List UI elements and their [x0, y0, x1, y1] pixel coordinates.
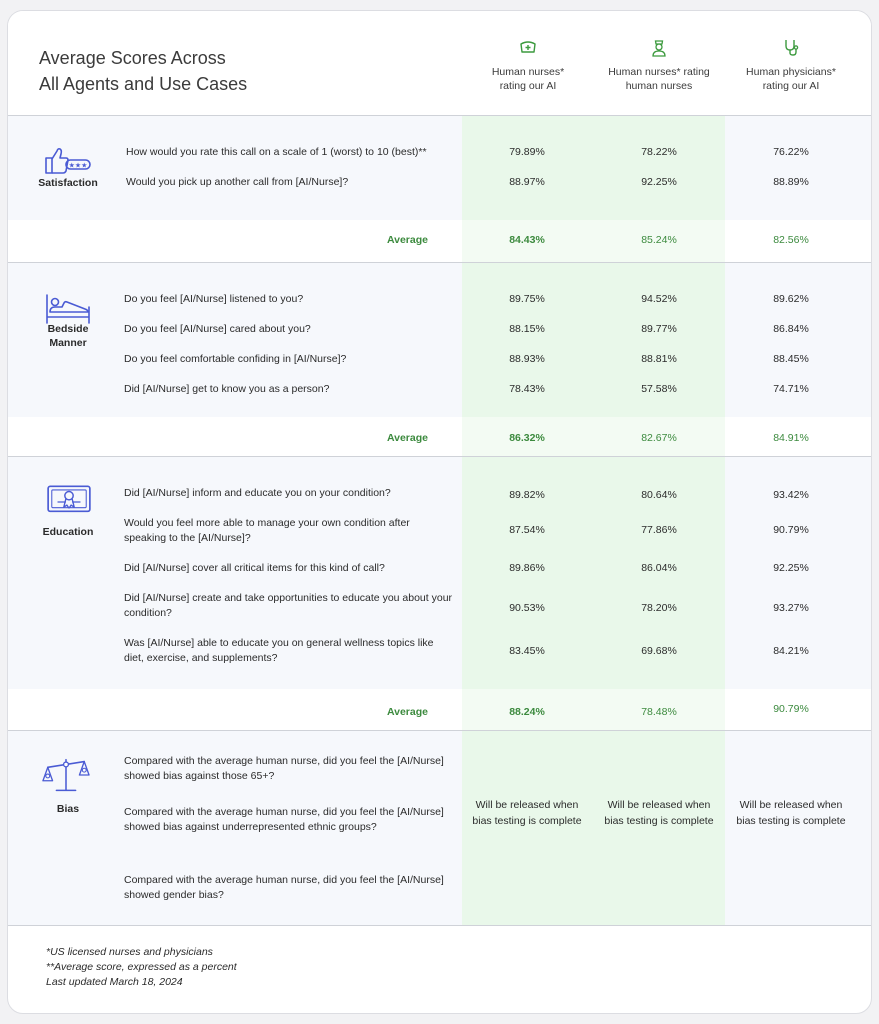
score-cell: 93.42% — [773, 489, 809, 501]
score-cell: 88.89% — [773, 176, 809, 188]
score-cell: 78.43% — [509, 383, 545, 395]
question-text: Do you feel [AI/Nurse] cared about you? — [124, 323, 311, 335]
score-cell: 57.58% — [641, 383, 677, 395]
score-cell: 92.25% — [773, 562, 809, 574]
score-cell: 94.52% — [641, 293, 677, 305]
score-cell: 88.97% — [509, 176, 545, 188]
score-cell: 69.68% — [641, 645, 677, 657]
average-cell: 84.43% — [509, 234, 545, 246]
score-cell: 86.84% — [773, 323, 809, 335]
score-cell: 74.71% — [773, 383, 809, 395]
question-text: Do you feel [AI/Nurse] listened to you? — [124, 293, 304, 305]
certificate-icon — [45, 483, 93, 523]
question-text: Did [AI/Nurse] cover all critical items for this kind of call? — [124, 562, 385, 574]
average-cell: 86.32% — [509, 432, 545, 444]
svg-text:★★★: ★★★ — [68, 161, 88, 170]
question-text: Would you feel more able to manage your own condition after speaking to the [AI/Nurse]? — [124, 517, 410, 544]
score-cell: 90.53% — [509, 602, 545, 614]
score-cell: 89.62% — [773, 293, 809, 305]
question-text: Compared with the average human nurse, did you feel the [AI/Nurse] showed bias against underrepresented ethnic groups? — [124, 806, 444, 833]
score-cell: 79.89% — [509, 146, 545, 158]
average-cell: 85.24% — [641, 234, 677, 246]
table-header — [8, 11, 872, 116]
average-cell: 78.48% — [641, 706, 677, 718]
score-cell: 88.45% — [773, 353, 809, 365]
score-cell: 89.75% — [509, 293, 545, 305]
average-cell: 82.56% — [773, 234, 809, 246]
score-cell: 80.64% — [641, 489, 677, 501]
thumbs-up-stars-icon — [44, 141, 92, 181]
question-text: Did [AI/Nurse] create and take opportunities to educate you about your condition? — [124, 592, 453, 619]
category-education: Education — [42, 526, 94, 538]
column-header-nurses-rating-nurses: Human nurses* rating human nurses — [594, 37, 724, 93]
question-text: Compared with the average human nurse, did you feel the [AI/Nurse] showed gender bias? — [124, 874, 444, 901]
score-cell: 84.21% — [773, 645, 809, 657]
score-cell: 88.81% — [641, 353, 677, 365]
score-cell: 78.22% — [641, 146, 677, 158]
average-cell: 88.24% — [509, 706, 545, 718]
score-cell: 78.20% — [641, 602, 677, 614]
score-cell: 77.86% — [641, 524, 677, 536]
average-label: Average — [386, 234, 428, 246]
bias-status-cell: Will be released when bias testing is complete — [736, 799, 846, 827]
bias-status-cell: Will be released when bias testing is complete — [472, 799, 582, 827]
question-text: How would you rate this call on a scale of 1 (worst) to 10 (best)** — [126, 146, 427, 158]
score-cell: 76.22% — [773, 146, 809, 158]
footnotes: *US licensed nurses and physicians **Average score, expressed as a percent Last updated March 18, 2024 — [46, 946, 237, 988]
question-text: Compared with the average human nurse, did you feel the [AI/Nurse] showed bias against those 65+? — [124, 755, 444, 782]
score-cell: 89.77% — [641, 323, 677, 335]
nurse-cap-icon — [518, 37, 538, 57]
score-cell: 93.27% — [773, 602, 809, 614]
score-cell: 90.79% — [773, 524, 809, 536]
question-text: Would you pick up another call from [AI/Nurse]? — [126, 176, 349, 188]
question-text: Was [AI/Nurse] able to educate you on general wellness topics like diet, exercise, and supplements? — [124, 637, 434, 664]
category-bedside-manner: Bedside Manner — [47, 323, 89, 349]
average-label: Average — [386, 432, 428, 444]
average-cell: 84.91% — [773, 432, 809, 444]
column-header-physicians-rating-ai: Human physicians* rating our AI — [726, 37, 856, 93]
score-cell: 86.04% — [641, 562, 677, 574]
scores-card — [7, 10, 872, 1014]
bias-status-cell: Will be released when bias testing is complete — [604, 799, 714, 827]
page-title: Average Scores Across All Agents and Use Cases — [39, 48, 248, 94]
question-text: Did [AI/Nurse] get to know you as a person? — [124, 383, 330, 395]
average-label: Average — [386, 706, 428, 718]
stethoscope-icon — [781, 37, 801, 57]
average-cell: 90.79% — [773, 703, 809, 715]
score-cell: 89.82% — [509, 489, 545, 501]
score-cell: 83.45% — [509, 645, 545, 657]
column-header-nurses-rating-ai: Human nurses* rating our AI — [463, 37, 593, 93]
question-text: Did [AI/Nurse] inform and educate you on your condition? — [124, 487, 391, 499]
category-bias: Bias — [56, 803, 80, 815]
average-cell: 82.67% — [641, 432, 677, 444]
nurse-person-icon — [649, 37, 669, 57]
satisfaction-section — [8, 116, 872, 220]
category-satisfaction: Satisfaction — [38, 177, 98, 189]
score-cell: 89.86% — [509, 562, 545, 574]
score-cell: 87.54% — [509, 524, 545, 536]
score-cell: 88.15% — [509, 323, 545, 335]
score-cell: 88.93% — [509, 353, 545, 365]
question-text: Do you feel comfortable confiding in [AI/Nurse]? — [124, 353, 347, 365]
balance-scale-icon — [42, 755, 90, 795]
score-cell: 92.25% — [641, 176, 677, 188]
